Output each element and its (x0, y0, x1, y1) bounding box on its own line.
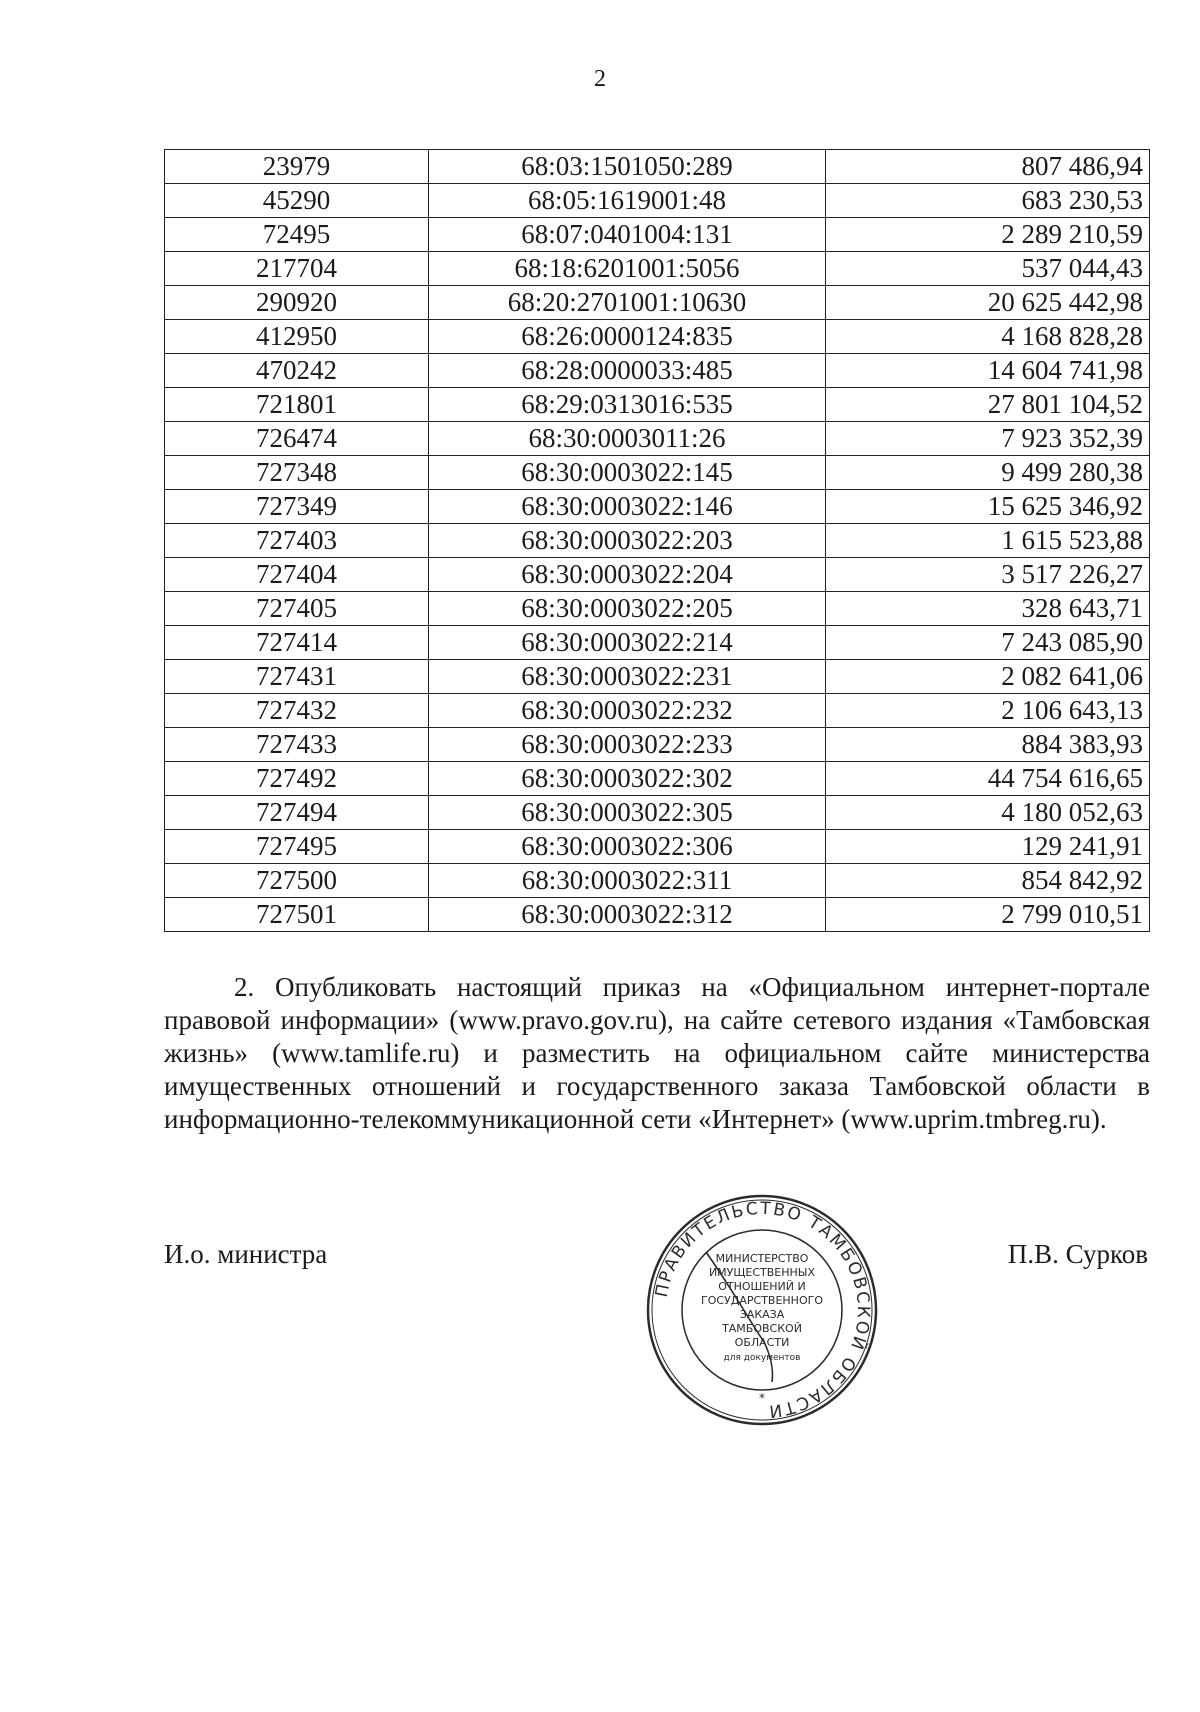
cadastral-number: 68:30:0003022:305 (429, 796, 826, 830)
svg-text:ГОСУДАРСТВЕННОГО: ГОСУДАРСТВЕННОГО (701, 1294, 823, 1307)
row-id: 470242 (165, 354, 429, 388)
cadastral-value: 807 486,94 (826, 150, 1150, 184)
cadastral-number: 68:30:0003022:204 (429, 558, 826, 592)
cadastral-number: 68:30:0003022:312 (429, 898, 826, 932)
row-id: 727494 (165, 796, 429, 830)
table-row (165, 830, 1150, 864)
row-id: 727404 (165, 558, 429, 592)
cadastral-value: 3 517 226,27 (826, 558, 1150, 592)
row-id: 727349 (165, 490, 429, 524)
cadastral-number: 68:30:0003022:311 (429, 864, 826, 898)
table-row (165, 796, 1150, 830)
cadastral-number: 68:18:6201001:5056 (429, 252, 826, 286)
cadastral-value: 2 799 010,51 (826, 898, 1150, 932)
svg-text:ЗАКАЗА: ЗАКАЗА (739, 1308, 785, 1321)
cadastral-number: 68:30:0003022:214 (429, 626, 826, 660)
cadastral-value: 1 615 523,88 (826, 524, 1150, 558)
row-id: 727492 (165, 762, 429, 796)
property-table-body (165, 150, 1150, 932)
cadastral-value: 7 243 085,90 (826, 626, 1150, 660)
cadastral-value: 537 044,43 (826, 252, 1150, 286)
row-id: 72495 (165, 218, 429, 252)
cadastral-number: 68:30:0003022:233 (429, 728, 826, 762)
row-id: 721801 (165, 388, 429, 422)
table-row (165, 524, 1150, 558)
row-id: 727348 (165, 456, 429, 490)
cadastral-number: 68:26:0000124:835 (429, 320, 826, 354)
table-row (165, 592, 1150, 626)
table-row (165, 626, 1150, 660)
cadastral-number: 68:05:1619001:48 (429, 184, 826, 218)
cadastral-number: 68:20:2701001:10630 (429, 286, 826, 320)
table-row (165, 762, 1150, 796)
svg-text:МИНИСТЕРСТВО: МИНИСТЕРСТВО (715, 1252, 809, 1265)
row-id: 727500 (165, 864, 429, 898)
row-id: 727432 (165, 694, 429, 728)
cadastral-number: 68:30:0003022:205 (429, 592, 826, 626)
cadastral-value: 7 923 352,39 (826, 422, 1150, 456)
property-table (164, 149, 1150, 932)
row-id: 727433 (165, 728, 429, 762)
table-row (165, 864, 1150, 898)
cadastral-value: 20 625 442,98 (826, 286, 1150, 320)
table-row (165, 150, 1150, 184)
table-row (165, 184, 1150, 218)
cadastral-value: 683 230,53 (826, 184, 1150, 218)
svg-text:ПРАВИТЕЛЬСТВО ТАМБОВСКОЙ ОБЛАС: ПРАВИТЕЛЬСТВО ТАМБОВСКОЙ ОБЛАСТИ (651, 1198, 874, 1422)
cadastral-number: 68:03:1501050:289 (429, 150, 826, 184)
table-row (165, 388, 1150, 422)
svg-text:*: * (759, 1391, 765, 1405)
row-id: 727403 (165, 524, 429, 558)
cadastral-value: 2 082 641,06 (826, 660, 1150, 694)
cadastral-value: 9 499 280,38 (826, 456, 1150, 490)
cadastral-value: 884 383,93 (826, 728, 1150, 762)
table-row (165, 286, 1150, 320)
cadastral-value: 44 754 616,65 (826, 762, 1150, 796)
row-id: 727431 (165, 660, 429, 694)
row-id: 727495 (165, 830, 429, 864)
row-id: 727405 (165, 592, 429, 626)
cadastral-value: 328 643,71 (826, 592, 1150, 626)
table-row (165, 218, 1150, 252)
cadastral-number: 68:30:0003022:306 (429, 830, 826, 864)
page-number: 2 (594, 66, 606, 92)
row-id: 726474 (165, 422, 429, 456)
cadastral-number: 68:30:0003022:145 (429, 456, 826, 490)
cadastral-value: 4 180 052,63 (826, 796, 1150, 830)
svg-text:для документов: для документов (723, 1353, 801, 1363)
signer-position: И.о. министра (164, 1239, 328, 1269)
table-row (165, 660, 1150, 694)
cadastral-number: 68:30:0003022:232 (429, 694, 826, 728)
table-row (165, 694, 1150, 728)
table-row (165, 354, 1150, 388)
table-row (165, 252, 1150, 286)
cadastral-number: 68:30:0003022:203 (429, 524, 826, 558)
svg-text:ИМУЩЕСТВЕННЫХ: ИМУЩЕСТВЕННЫХ (708, 1266, 816, 1279)
table-row (165, 320, 1150, 354)
cadastral-value: 14 604 741,98 (826, 354, 1150, 388)
cadastral-value: 2 289 210,59 (826, 218, 1150, 252)
cadastral-number: 68:28:0000033:485 (429, 354, 826, 388)
table-row (165, 422, 1150, 456)
row-id: 727414 (165, 626, 429, 660)
table-row (165, 456, 1150, 490)
row-id: 23979 (165, 150, 429, 184)
table-row (165, 898, 1150, 932)
cadastral-value: 854 842,92 (826, 864, 1150, 898)
row-id: 45290 (165, 184, 429, 218)
signer-name: П.В. Сурков (1007, 1239, 1148, 1269)
cadastral-number: 68:30:0003022:302 (429, 762, 826, 796)
table-row (165, 490, 1150, 524)
publication-paragraph: 2. Опубликовать настоящий приказ на «Официальном интернет-портале правовой информации» (www.pravo.gov.ru), на сайте сетевого издания «Тамбовская жизнь» (www.tamlife.ru) и разместить на официальном сайте министерства имущественных отношений и государственного заказа Тамбовской области в информационно-телекоммуникационной сети «Интернет» (www.uprim.tmbreg.ru). (164, 972, 1150, 1134)
cadastral-number: 68:29:0313016:535 (429, 388, 826, 422)
row-id: 727501 (165, 898, 429, 932)
cadastral-number: 68:07:0401004:131 (429, 218, 826, 252)
cadastral-number: 68:30:0003022:146 (429, 490, 826, 524)
cadastral-value: 15 625 346,92 (826, 490, 1150, 524)
row-id: 217704 (165, 252, 429, 286)
cadastral-value: 2 106 643,13 (826, 694, 1150, 728)
svg-text:ТАМБОВСКОЙ: ТАМБОВСКОЙ (722, 1322, 802, 1335)
table-row (165, 558, 1150, 592)
table-row (165, 728, 1150, 762)
row-id: 412950 (165, 320, 429, 354)
cadastral-value: 129 241,91 (826, 830, 1150, 864)
cadastral-number: 68:30:0003022:231 (429, 660, 826, 694)
seal-lettering (652, 1199, 873, 1421)
row-id: 290920 (165, 286, 429, 320)
cadastral-value: 4 168 828,28 (826, 320, 1150, 354)
cadastral-value: 27 801 104,52 (826, 388, 1150, 422)
svg-text:ОТНОШЕНИЙ И: ОТНОШЕНИЙ И (718, 1280, 806, 1293)
cadastral-number: 68:30:0003011:26 (429, 422, 826, 456)
official-seal (644, 1192, 880, 1428)
svg-text:ОБЛАСТИ: ОБЛАСТИ (734, 1336, 790, 1349)
